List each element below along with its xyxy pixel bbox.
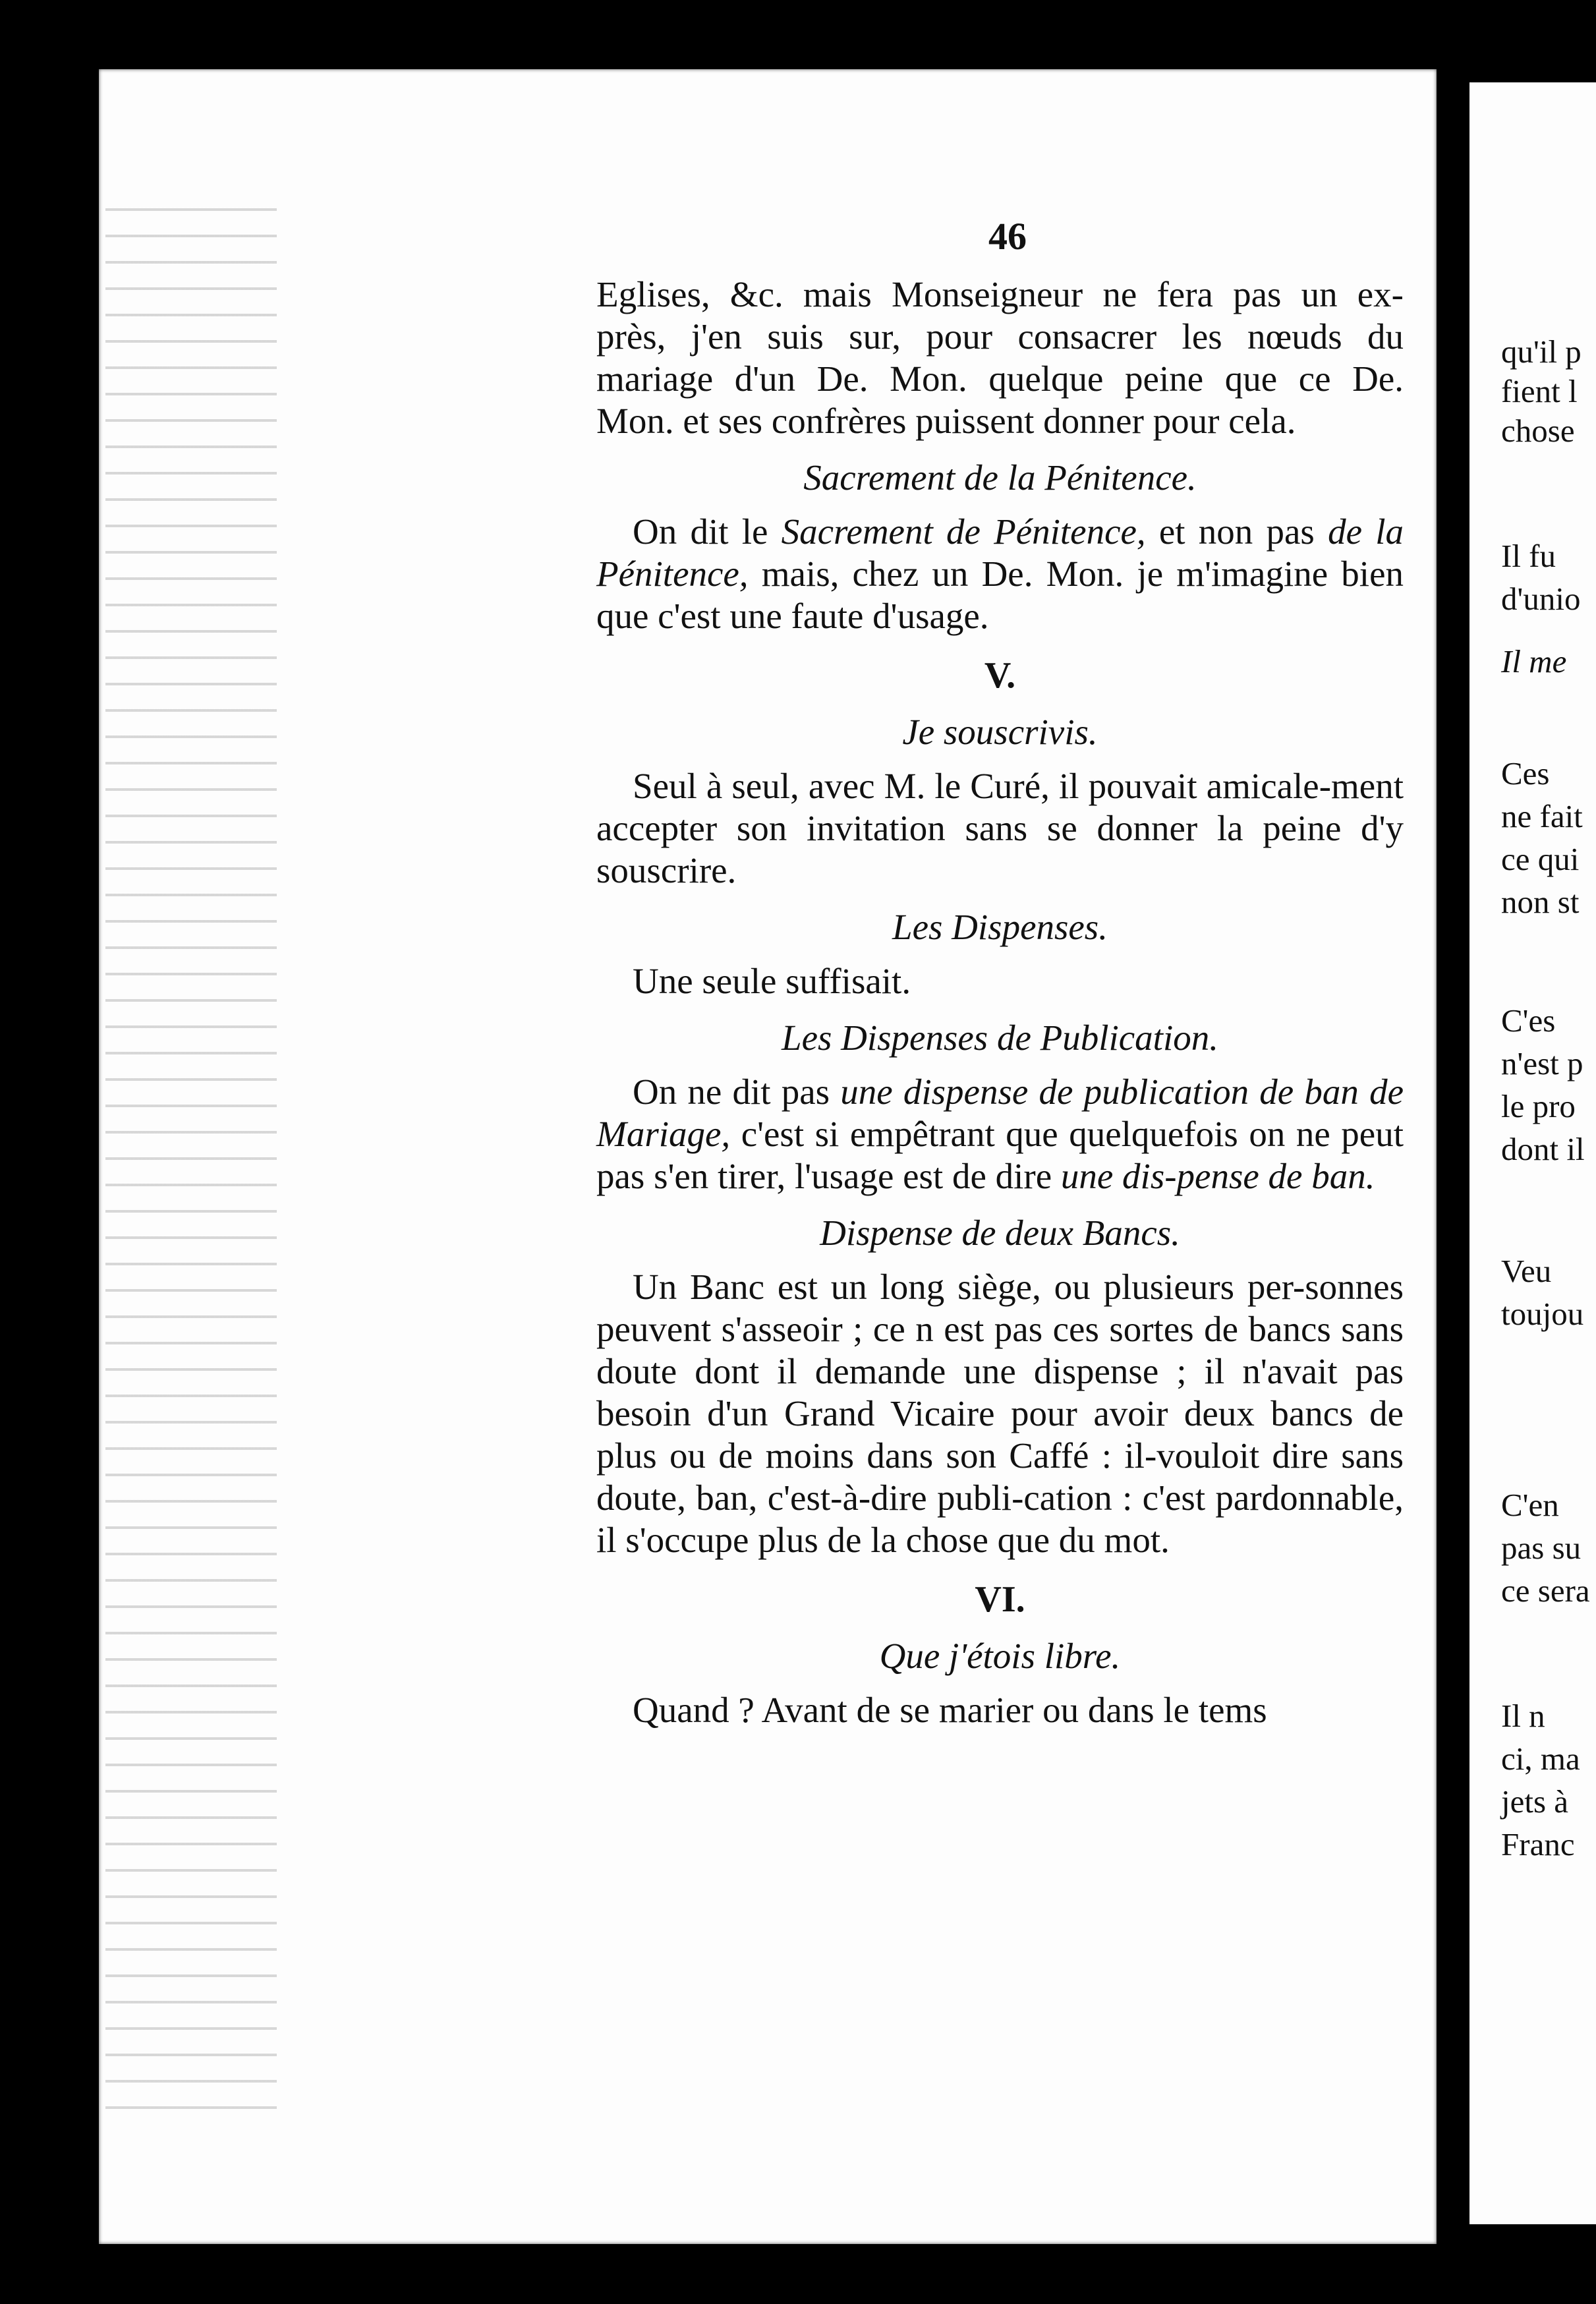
facing-page-fragment: ci, ma <box>1501 1741 1580 1777</box>
gutter-texture <box>105 198 277 2109</box>
facing-page-fragment: ce sera <box>1501 1572 1590 1609</box>
text-line: Mon. et ses confrères puissent donner pour cela. <box>596 401 1296 441</box>
facing-page-fragment: qu'il p <box>1501 333 1582 370</box>
page-number: 46 <box>988 215 1027 258</box>
italic-phrase: une dis-pense de ban. <box>1060 1156 1375 1196</box>
section-numeral: VI. <box>975 1579 1025 1620</box>
text-line: mariage d'un De. Mon. quelque peine que ce De. <box>596 359 1404 399</box>
facing-page-fragment: ce qui <box>1501 841 1580 877</box>
italic-phrase: une dispense de publication de ban de Mariage, <box>596 1072 1404 1154</box>
facing-page-fragment: fient l <box>1501 373 1578 409</box>
section-heading: Les Dispenses de Publication. <box>782 1018 1218 1058</box>
facing-page-fragment: n'est p <box>1501 1045 1583 1081</box>
facing-page-fragment: dont il <box>1501 1131 1585 1167</box>
text-run: Quand ? Avant de se marier ou dans le tems <box>633 1690 1267 1730</box>
facing-page-fragment: Veu <box>1501 1253 1552 1289</box>
facing-page-fragment: Il me <box>1501 643 1567 679</box>
text-run: Seul à seul, avec M. le Curé, il pouvait amicale-ment accepter son invitation sans se donner la peine d'y souscrire. <box>596 766 1404 890</box>
text-run: mais, chez un De. Mon. je m'imagine bien que c'est une faute d'usage. <box>596 554 1404 636</box>
facing-page-fragment: C'en <box>1501 1487 1559 1523</box>
italic-phrase: de la Pénitence, <box>596 511 1404 594</box>
paragraph <box>596 765 1404 892</box>
section-heading: Dispense de deux Bancs. <box>820 1213 1180 1253</box>
italic-phrase: Sacrement de Pénitence, <box>781 511 1146 552</box>
facing-page-fragment: Franc <box>1501 1826 1575 1862</box>
text-run: c'est si empêtrant que quelquefois on ne peut pas s'en tirer, l'usage est de dire <box>596 1114 1404 1196</box>
text-run: On ne dit pas <box>633 1072 841 1112</box>
facing-page-fragment: le pro <box>1501 1088 1576 1124</box>
facing-page-fragment: pas su <box>1501 1530 1582 1566</box>
paragraph <box>596 511 1404 637</box>
paragraph <box>596 1266 1404 1561</box>
facing-page-fragment: Il n <box>1501 1698 1545 1734</box>
facing-page-fragment: Ces <box>1501 755 1550 792</box>
facing-page-fragment: ne fait <box>1501 798 1583 834</box>
facing-page-fragment: jets à <box>1501 1783 1569 1820</box>
section-heading: Je souscrivis. <box>902 712 1098 752</box>
facing-page-fragment: C'es <box>1501 1002 1556 1039</box>
paragraph <box>596 1689 1404 1731</box>
page-body <box>596 274 1404 1731</box>
paragraph <box>596 1071 1404 1197</box>
text-run: On dit le <box>633 511 782 552</box>
text-line: Eglises, &c. mais Monseigneur ne fera pas un ex- <box>596 274 1404 314</box>
section-numeral: V. <box>984 655 1016 696</box>
paragraph <box>596 960 1404 1002</box>
text-line: près, j'en suis sur, pour consacrer les nœuds du <box>596 316 1404 357</box>
section-heading: Que j'étois libre. <box>879 1636 1121 1676</box>
text-run: Un Banc est un long siège, ou plusieurs per-sonnes peuvent s'asseoir ; ce n est pas ces sortes de bancs sans doute dont il demande une dispense ; il n'avait pas besoin d'un Grand Vicaire pour avoir deux bancs de plus ou de moins dans son Caffé : il-vouloit dire sans doute, ban, c'est-à-dire publi-cation : c'est pardonnable, il s'occupe plus de la chose que du mot. <box>596 1267 1404 1560</box>
facing-page-fragment: Il fu <box>1501 538 1556 574</box>
section-heading: Sacrement de la Pénitence. <box>803 457 1197 498</box>
facing-page-fragment: non st <box>1501 884 1580 920</box>
facing-page-fragment: toujou <box>1501 1296 1584 1332</box>
facing-page-fragment: d'unio <box>1501 581 1581 617</box>
facing-page-fragment: chose <box>1501 413 1575 449</box>
text-run: et non pas <box>1145 511 1328 552</box>
section-heading: Les Dispenses. <box>892 907 1108 947</box>
text-run: Une seule suffisait. <box>633 961 911 1001</box>
